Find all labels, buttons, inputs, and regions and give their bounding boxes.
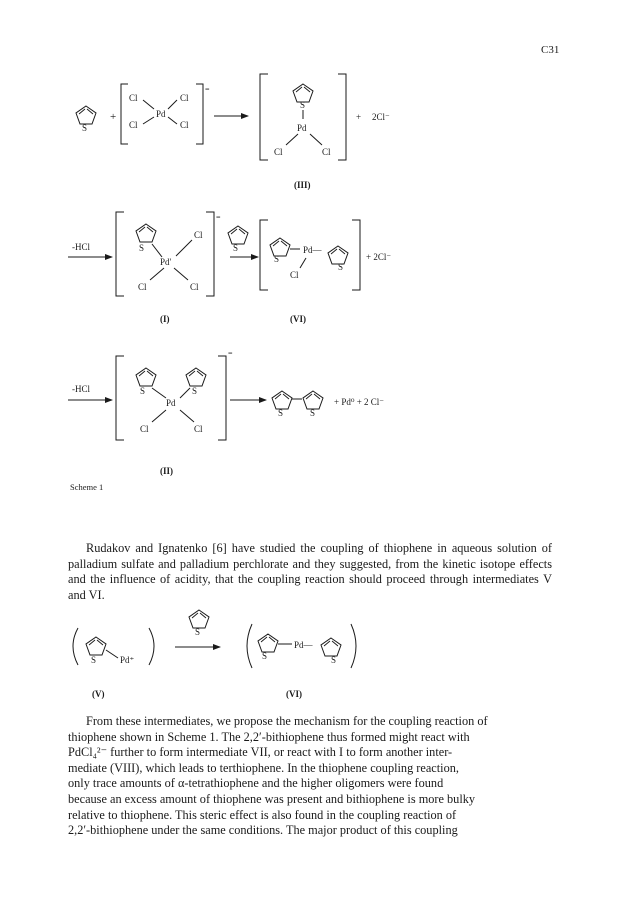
charge-label: = — [228, 349, 233, 358]
sulfur-atom-label: S — [274, 254, 280, 264]
pd-label: Pd— — [303, 245, 322, 255]
compound-label-II: (II) — [160, 466, 173, 476]
hcl-label: -HCl — [72, 242, 90, 252]
paragraph-rudakov: Rudakov and Ignatenko [6] have studied the coupling of thiophene in aqueous solution of palladium sulfate and palladium perchlorate and they suggested, from the kinetic isotope effects and the influence of acidity, that the coupling reaction should proceed through intermediates V and VI. — [68, 541, 552, 602]
text-line: because an excess amount of thiophene was present and bithiophene is more bulky — [68, 791, 476, 806]
charge-label: = — [205, 85, 210, 94]
pd-label: Pd' — [160, 257, 172, 267]
sulfur-atom-label: S — [192, 386, 198, 396]
page-number: C31 — [541, 44, 560, 56]
sulfur-atom-label: S — [300, 100, 306, 110]
scheme-caption: Scheme 1 — [70, 482, 104, 492]
cl-label: Cl — [138, 282, 147, 292]
text-line: From these intermediates, we propose the mechanism for the coupling reaction of — [86, 714, 488, 728]
pd-label: Pd— — [294, 640, 313, 650]
intermediate-label-VI: (VI) — [286, 689, 302, 699]
cl-label: Cl — [274, 147, 283, 157]
pd-label: Pd — [166, 398, 176, 408]
cl-label: Cl — [129, 93, 138, 103]
sulfur-atom-label: S — [310, 408, 316, 418]
sulfur-atom-label: S — [91, 655, 97, 665]
text-line: relative to thiophene. This steric effect is also found in the coupling reaction of — [68, 807, 457, 822]
text-line: only trace amounts of α-tetrathiophene and the higher oligomers were found — [68, 776, 444, 791]
thiophene-ring — [321, 638, 341, 656]
thiophene-ring — [189, 610, 209, 628]
sulfur-atom-label: S — [195, 627, 201, 637]
sulfur-atom-label: S — [139, 243, 145, 253]
plus-sign: + — [110, 111, 117, 123]
compound-label-I: (I) — [160, 314, 170, 324]
thiophene-ring — [258, 634, 278, 652]
chloride-label: + 2Cl⁻ — [366, 252, 392, 262]
paragraph-mechanism — [68, 714, 552, 839]
plus-sign: + — [356, 112, 362, 122]
sulfur-atom-label: S — [82, 123, 88, 133]
cl-label: Cl — [194, 230, 203, 240]
text-line: mediate (VIII), which leads to terthiophene. In the thiophene coupling reaction, — [68, 760, 459, 775]
thiophene-ring — [270, 238, 290, 256]
pd-label: Pd⁺ — [120, 655, 135, 665]
cl-label: Cl — [190, 282, 199, 292]
text-line: PdCl₄²⁻ further to form intermediate VII, or react with I to form another inter- — [68, 745, 453, 760]
sulfur-atom-label: S — [278, 408, 284, 418]
charge-label: = — [216, 213, 221, 222]
cl-label: Cl — [290, 270, 299, 280]
cl-label: Cl — [180, 120, 189, 130]
cl-label: Cl — [322, 147, 331, 157]
thiophene-ring — [136, 368, 156, 386]
products-label: + Pd⁰ + 2 Cl⁻ — [334, 397, 385, 407]
cl-label: Cl — [129, 120, 138, 130]
compound-label-VI: (VI) — [290, 314, 306, 324]
thiophene-ring — [86, 637, 106, 655]
compound-label-III: (III) — [294, 180, 311, 190]
hcl-label: -HCl — [72, 384, 90, 394]
cl-label: Cl — [180, 93, 189, 103]
thiophene-ring — [76, 106, 96, 124]
sulfur-atom-label: S — [331, 655, 337, 665]
thiophene-ring — [186, 368, 206, 386]
thiophene-ring — [228, 226, 248, 244]
thiophene-ring — [136, 224, 156, 242]
sulfur-atom-label: S — [262, 651, 268, 661]
chloride-label: 2Cl⁻ — [372, 112, 390, 122]
sulfur-atom-label: S — [140, 386, 146, 396]
pd-label: Pd — [156, 109, 166, 119]
cl-label: Cl — [194, 424, 203, 434]
sulfur-atom-label: S — [233, 243, 239, 253]
pd-label: Pd — [297, 123, 307, 133]
thiophene-ring — [303, 391, 323, 409]
text-line: thiophene shown in Scheme 1. The 2,2′-bithiophene thus formed might react with — [68, 729, 470, 744]
thiophene-ring — [272, 391, 292, 409]
intermediate-label-V: (V) — [92, 689, 105, 699]
text-line: 2,2′-bithiophene under the same conditions. The major product of this coupling — [68, 823, 458, 838]
cl-label: Cl — [140, 424, 149, 434]
sulfur-atom-label: S — [338, 262, 344, 272]
